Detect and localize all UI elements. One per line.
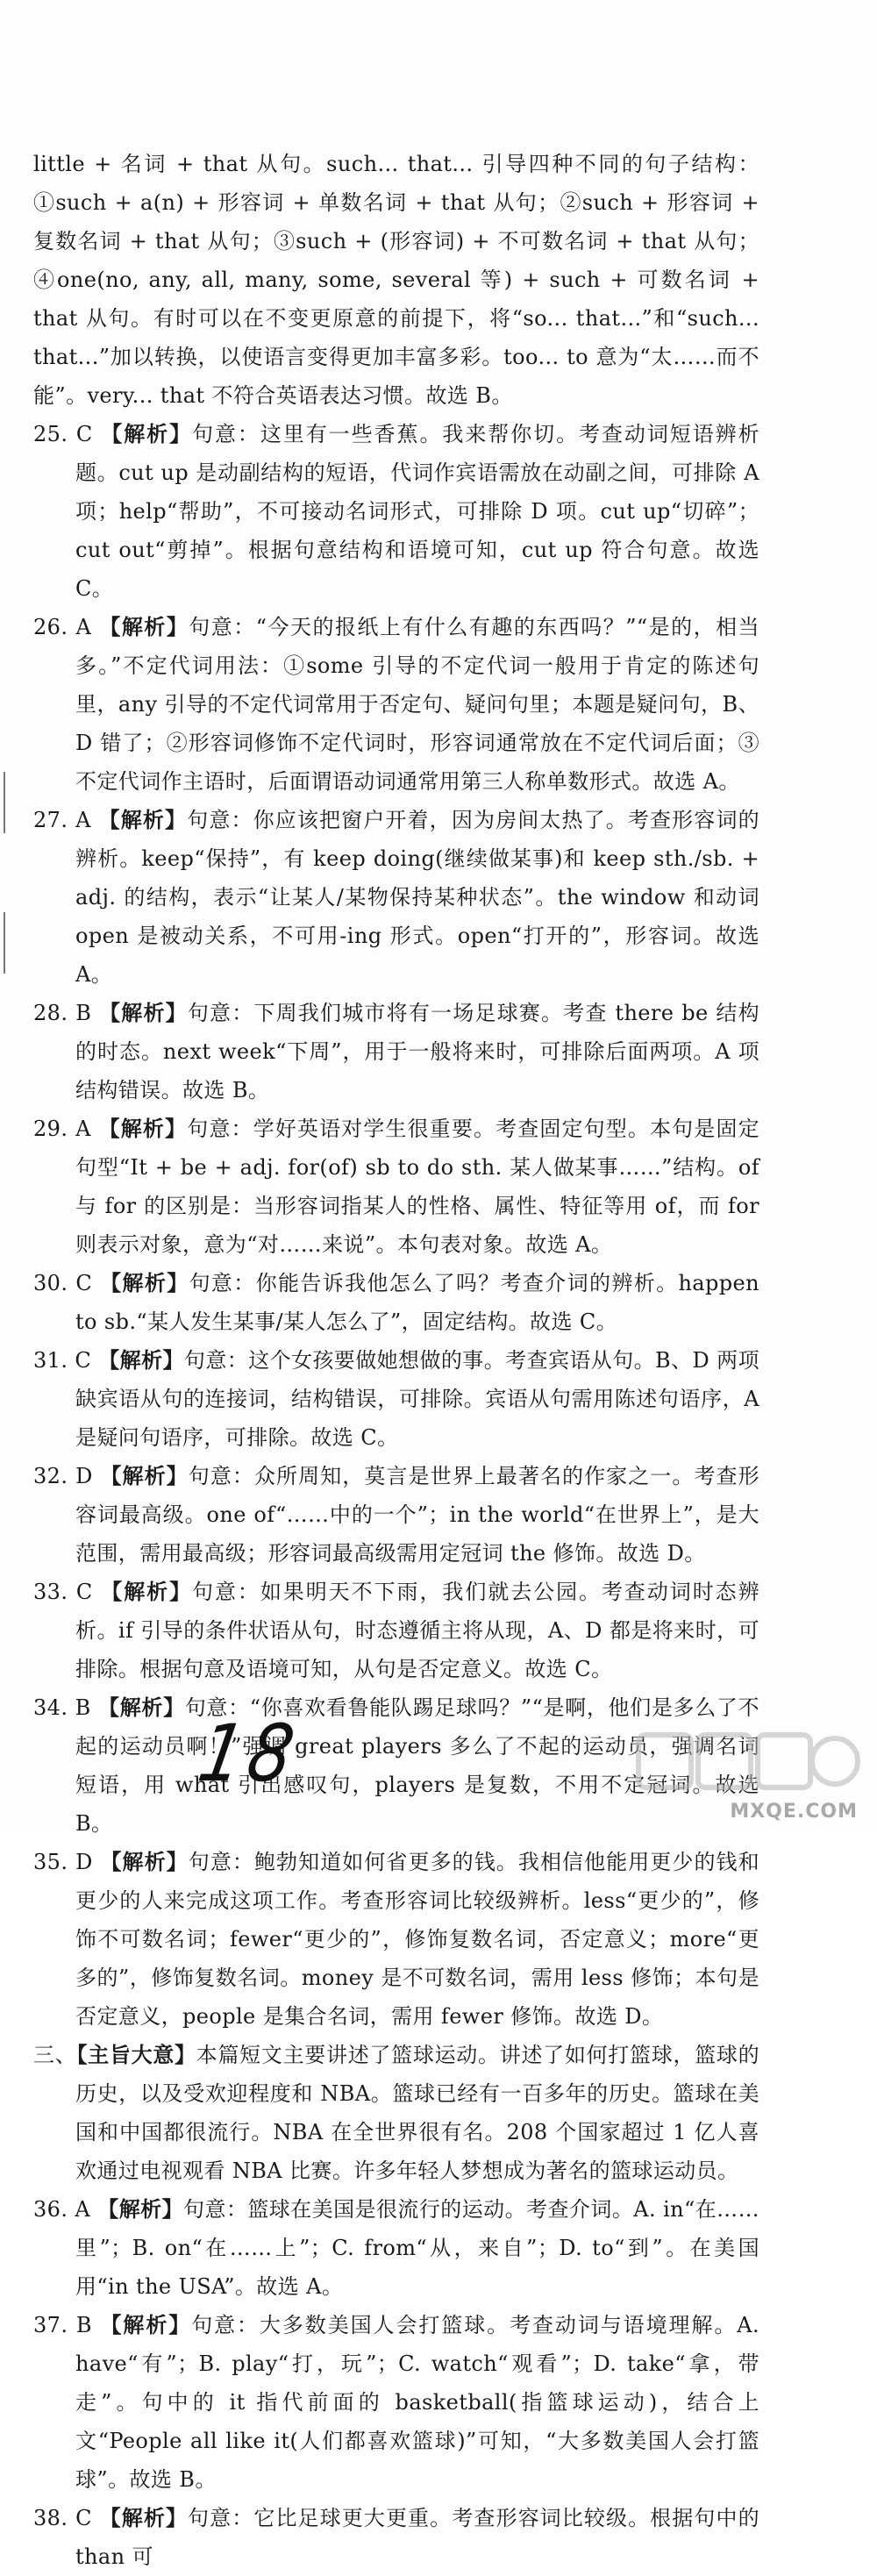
- intro-paragraph: little + 名词 + that 从句。such... that... 引导四种不同的句子结构：①such + a(n) + 形容词 + 单数名词 + that 从句；②such + 形容词 + 复数名词 + that 从句；③such + (形容词) + 不可数名词 + that 从句；④one(no, any, all, many, some, several 等) + such + 可数名词 + that 从句。有时可以在不变更原意的前提下，将“so... that...”和“such... that...”加以转换，以使语言变得更加丰富多彩。too... to 意为“太……而不能”。very... that 不符合英语表达习惯。故选 B。: [33, 152, 759, 408]
- answer-number: 36. A: [33, 2197, 91, 2222]
- analysis-tag: 【解析】: [98, 1347, 184, 1373]
- answer-number: 30. C: [33, 1271, 93, 1295]
- analysis-tag: 【解析】: [101, 1579, 193, 1604]
- analysis-text: 句意：“今天的报纸上有什么有趣的东西吗？”“是的，相当多。”不定代词用法：①some 引导的不定代词一般用于肯定的陈述句里，any 引导的不定代词常用于否定句、疑问句里；本题是疑问句，B、D 错了；②形容词修饰不定代词时，形容词通常放在不定代词后面；③不定代词作主语时，后面谓语动词通常用第三人称单数形式。故选 A。: [75, 615, 759, 794]
- answer-number: 25. C: [33, 422, 93, 446]
- answer-item: [33, 2499, 759, 2576]
- analysis-tag: 【解析】: [97, 2196, 184, 2222]
- answer-item: [33, 1457, 759, 1573]
- section-3-text: 本篇短文主要讲述了篮球运动。讲述了如何打篮球，篮球的历史，以及受欢迎程度和 NBA。篮球已经有一百多年的历史。篮球在美国和中国都很流行。NBA 在全世界很有名。208 个国家超过 1 亿人喜欢通过电视观看 NBA 比赛。许多年轻人梦想成为著名的篮球运动员。: [75, 2043, 759, 2183]
- answer-number: 26. A: [33, 615, 92, 639]
- answer-item: [33, 1110, 759, 1264]
- answer-content: [33, 145, 759, 2576]
- analysis-text: 句意：这个女孩要做她想做的事。考查宾语从句。B、D 两项缺宾语从句的连接词，结构错误，可排除。宾语从句需用陈述句语序，A 是疑问句语序，可排除。故选 C。: [75, 1348, 759, 1450]
- answer-number: 37. B: [33, 2313, 92, 2337]
- analysis-text: 句意：篮球在美国是很流行的运动。考查介词。A. in“在……里”；B. on“在……上”；C. from“从，来自”；D. to“到”。在美国用“in the USA”。故选 A。: [75, 2197, 759, 2299]
- watermark-url: MXQE.COM: [730, 1801, 858, 1823]
- answer-item: [33, 1341, 759, 1457]
- analysis-text: 句意：如果明天不下雨，我们就去公园。考查动词时态辨析。if 引导的条件状语从句，时态遵循主将从现，A、D 都是将来时，可排除。根据句意及语境可知，从句是否定意义。故选 C。: [75, 1580, 759, 1681]
- analysis-text: 句意：下周我们城市将有一场足球赛。考查 there be 结构的时态。next week“下周”，用于一般将来时，可排除后面两项。A 项结构错误。故选 B。: [75, 1001, 759, 1102]
- answer-item: [33, 1573, 759, 1688]
- answer-item: [33, 801, 759, 994]
- analysis-text: 句意：你能告诉我他怎么了吗？考查介词的辨析。happen to sb.“某人发生某事/某人怎么了”，固定结构。故选 C。: [75, 1271, 759, 1334]
- analysis-text: 句意：学好英语对学生很重要。考查固定句型。本句是固定句型“It + be + adj. for(of) sb to do sth. 某人做某事……”结构。of 与 for 的区别是：当形容词指某人的性格、属性、特征等用 of，而 for 则表示对象，意为“对……来说”。本句表对象。故选 A。: [75, 1117, 759, 1257]
- answer-number: 29. A: [33, 1117, 91, 1141]
- analysis-tag: 【解析】: [100, 1270, 189, 1295]
- margin-line: [4, 772, 5, 833]
- analysis-text: 句意：它比足球更大更重。考查形容词比较级。根据句中的 than 可: [75, 2506, 759, 2569]
- answer-item: [33, 1843, 759, 2036]
- answer-item: [33, 2306, 759, 2499]
- answer-number: 28. B: [33, 1001, 92, 1025]
- margin-line: [4, 912, 5, 974]
- answer-number: 35. D: [33, 1850, 93, 1874]
- answer-item: [33, 608, 759, 801]
- answer-item: [33, 415, 759, 608]
- analysis-text: 句意：大多数美国人会打篮球。考查动词与语境理解。A. have“有”；B. play“打，玩”；C. watch“观看”；D. take“拿，带走”。句中的 it 指代前面的 basketball(指篮球运动)，结合上文“People all like it(人们都喜欢篮球)”可知，“大多数美国人会打篮球”。故选 B。: [75, 2313, 760, 2492]
- analysis-text: 句意：“你喜欢看鲁能队踢足球吗？”“是啊，他们是多么了不起的运动员啊！”强调 great players 多么了不起的运动员，强调名词短语，用 what 引出感叹句，players 是复数，不用不定冠词。故选 B。: [75, 1695, 759, 1836]
- analysis-tag: 【解析】: [99, 1000, 188, 1025]
- section-3-summary: [33, 2036, 759, 2190]
- answer-number: 32. D: [33, 1464, 93, 1488]
- section-3-label: 三、: [33, 2043, 77, 2067]
- answer-number: 38. C: [33, 2506, 92, 2530]
- answer-item: [33, 1264, 759, 1341]
- analysis-tag: 【解析】: [98, 807, 188, 832]
- analysis-text: 句意：鲍勃知道如何省更多的钱。我相信他能用更少的钱和更少的人来完成这项工作。考查形容词比较级辨析。less“更少的”，修饰不可数名词；fewer“更少的”，修饰复数名词，否定意义；more“更多的”，修饰复数名词。money 是不可数名词，需用 less 修饰；本句是否定意义，people 是集合名词，需用 fewer 修饰。故选 D。: [75, 1850, 760, 2029]
- analysis-tag: 【解析】: [100, 2312, 192, 2337]
- section-3-tag: 【主旨大意】: [76, 2042, 196, 2067]
- answer-item: [33, 994, 759, 1110]
- analysis-tag: 【解析】: [98, 1116, 188, 1141]
- answer-number: 27. A: [33, 808, 91, 832]
- answer-items-2: [33, 2190, 759, 2576]
- analysis-tag: 【解析】: [100, 1849, 189, 1874]
- analysis-text: 句意：这里有一些香蕉。我来帮你切。考查动词短语辨析题。cut up 是动副结构的短语，代词作宾语需放在动副之间，可排除 A 项；help“帮助”，不可接动名词形式，可排除 D 项。cut up“切碎”；cut out“剪掉”。根据句意结构和语境可知，cut up 符合句意。故选 C。: [75, 422, 759, 601]
- analysis-tag: 【解析】: [98, 1695, 185, 1720]
- analysis-tag: 【解析】: [100, 1463, 189, 1488]
- answer-number: 34. B: [33, 1695, 91, 1720]
- answer-number: 33. C: [33, 1580, 93, 1604]
- answer-item: [33, 2190, 759, 2306]
- analysis-text: 句意：众所周知，莫言是世界上最著名的作家之一。考查形容词最高级。one of“……中的一个”；in the world“在世界上”，是大范围，需用最高级；形容词最高级需用定冠词 the 修饰。故选 D。: [75, 1464, 760, 1566]
- page-number: 18: [191, 1709, 306, 1800]
- analysis-tag: 【解析】: [99, 2505, 189, 2530]
- answer-number: 31. C: [33, 1348, 92, 1373]
- analysis-tag: 【解析】: [99, 614, 189, 639]
- analysis-text: 句意：你应该把窗户开着，因为房间太热了。考查形容词的辨析。keep“保持”，有 keep doing(继续做某事)和 keep sth./sb. + adj. 的结构，表示“让某人/某物保持某种状态”。the window 和动词 open 是被动关系，不可用-ing 形式。open“打开的”，形容词。故选 A。: [75, 808, 759, 987]
- analysis-tag: 【解析】: [101, 421, 193, 446]
